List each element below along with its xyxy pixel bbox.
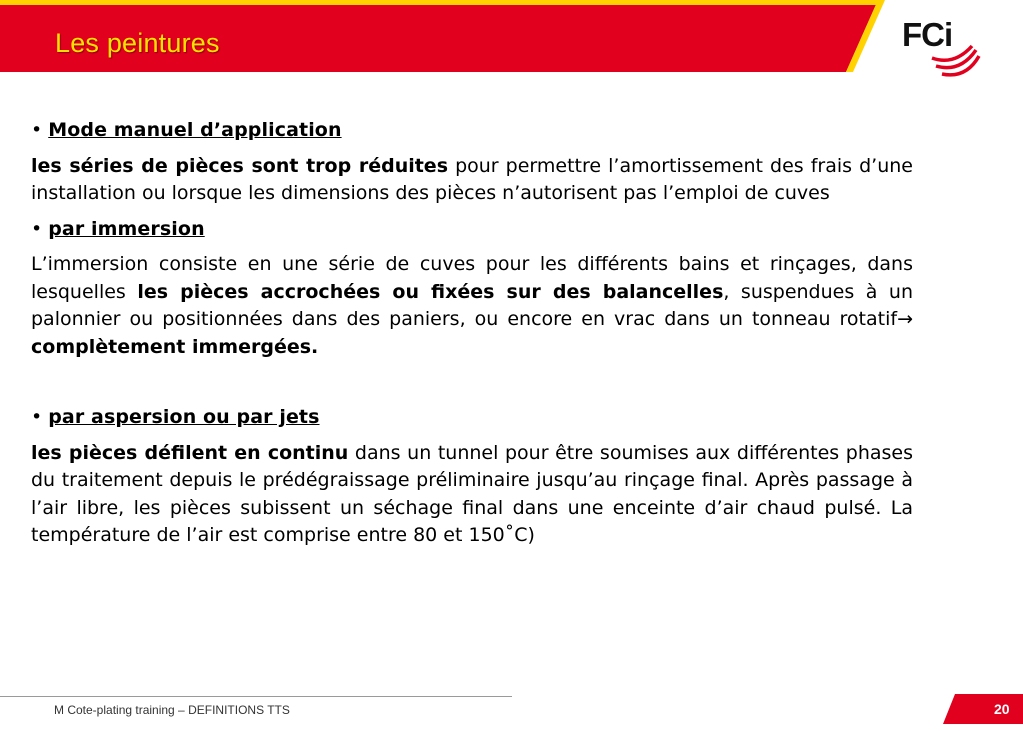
logo-swoosh-icon	[902, 16, 982, 82]
section-paragraph-aspersion: les pièces défilent en continu dans un tunnel pour être soumises aux différentes phases du traitement depuis le prédégraissage préliminaire jusqu’au rinçage final. Après passage à l’air libre, les pièces subissent un séchage final dans une enceinte d’air chaud pulsé. La température de l’air est comprise entre 80 et 150˚C)	[31, 441, 913, 546]
section-paragraph-immersion: L’immersion consiste en une série de cuves pour les différents bains et rinçages, dans lesquelles les pièces accrochées ou fixées sur des balancelles, suspendues à un palonnier ou positionnées dans des paniers, ou encore en vrac dans un tonneau rotatif→ complètement immergées.	[31, 253, 913, 358]
fci-logo	[902, 16, 982, 82]
slide-body	[31, 117, 913, 558]
slide-title: Les peintures	[55, 28, 220, 58]
footer-text: M Cote-plating training – DEFINITIONS TTS	[54, 703, 290, 717]
section-heading-manual: • Mode manuel d’application	[31, 119, 342, 141]
page-number: 20	[994, 701, 1010, 717]
arrow-icon: →	[897, 308, 913, 330]
fci-logo-text: FCi	[902, 16, 953, 53]
section-heading-immersion: • par immersion	[31, 217, 205, 240]
header-banner	[0, 0, 1023, 72]
section-paragraph-manual: les séries de pièces sont trop réduites pour permettre l’amortissement des frais d’une installation ou lorsque les dimensions des pièces n’autorisent pas l’emploi de cuves	[31, 154, 913, 204]
footer-divider	[0, 696, 512, 697]
page-number-badge	[943, 694, 1023, 724]
section-heading-aspersion: • par aspersion ou par jets	[31, 406, 320, 428]
